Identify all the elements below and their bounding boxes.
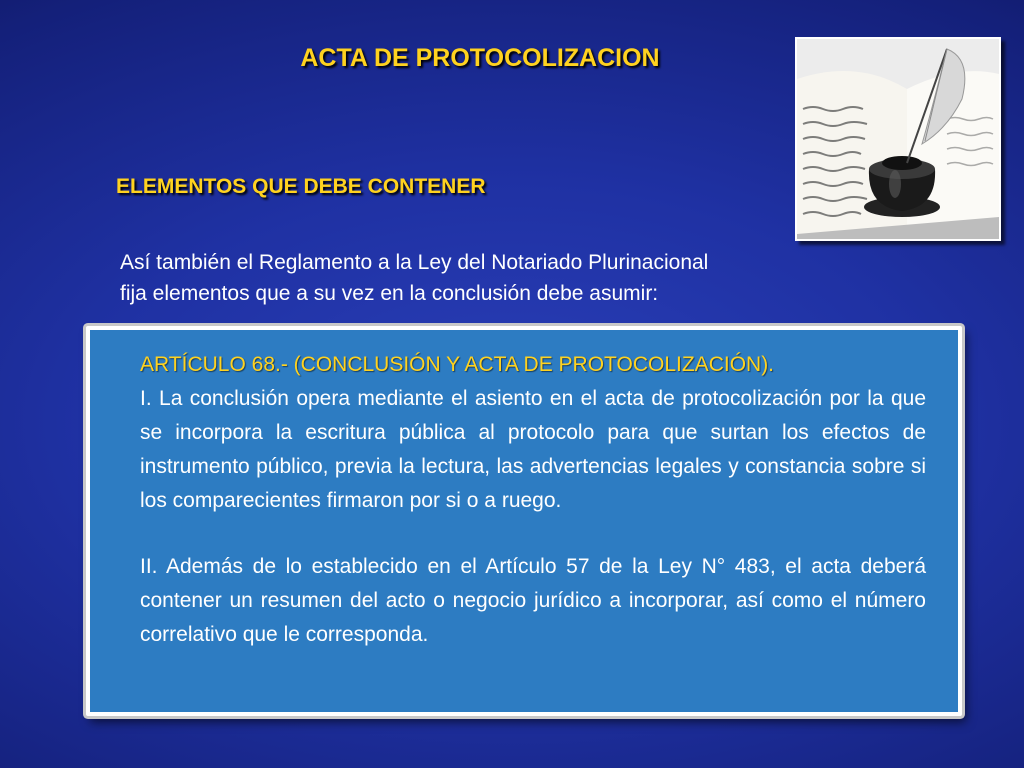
quill-and-inkwell-on-book-icon	[797, 39, 999, 239]
article-paragraph-1: I. La conclusión opera mediante el asiento en el acta de protocolización por la que se incorpora la escritura pública al protocolo para que surtan los efectos de instrumento público, previa la lectura, las advertencias legales y constancia sobre si los comparecientes firmaron por si o a ruego.	[140, 387, 926, 512]
article-heading: ARTÍCULO 68.- (CONCLUSIÓN Y ACTA DE PROTOCOLIZACIÓN).	[140, 353, 775, 376]
intro-line-1: Así también el Reglamento a la Ley del Notariado Plurinacional	[120, 251, 709, 274]
intro-line-2: fija elementos que a su vez en la conclusión debe asumir:	[120, 282, 659, 305]
article-panel	[86, 326, 962, 716]
quill-inkwell-photo	[795, 37, 1001, 241]
paragraph-spacer	[140, 518, 926, 550]
article-paragraph-2: II. Además de lo establecido en el Artículo 57 de la Ley N° 483, el acta deberá contener un resumen del acto o negocio jurídico a incorporar, así como el número correlativo que le corresponda.	[140, 555, 926, 646]
intro-text	[120, 247, 820, 309]
section-subtitle: ELEMENTOS QUE DEBE CONTENER	[116, 175, 486, 198]
article-content	[140, 348, 926, 652]
slide-title: ACTA DE PROTOCOLIZACION	[300, 44, 660, 72]
